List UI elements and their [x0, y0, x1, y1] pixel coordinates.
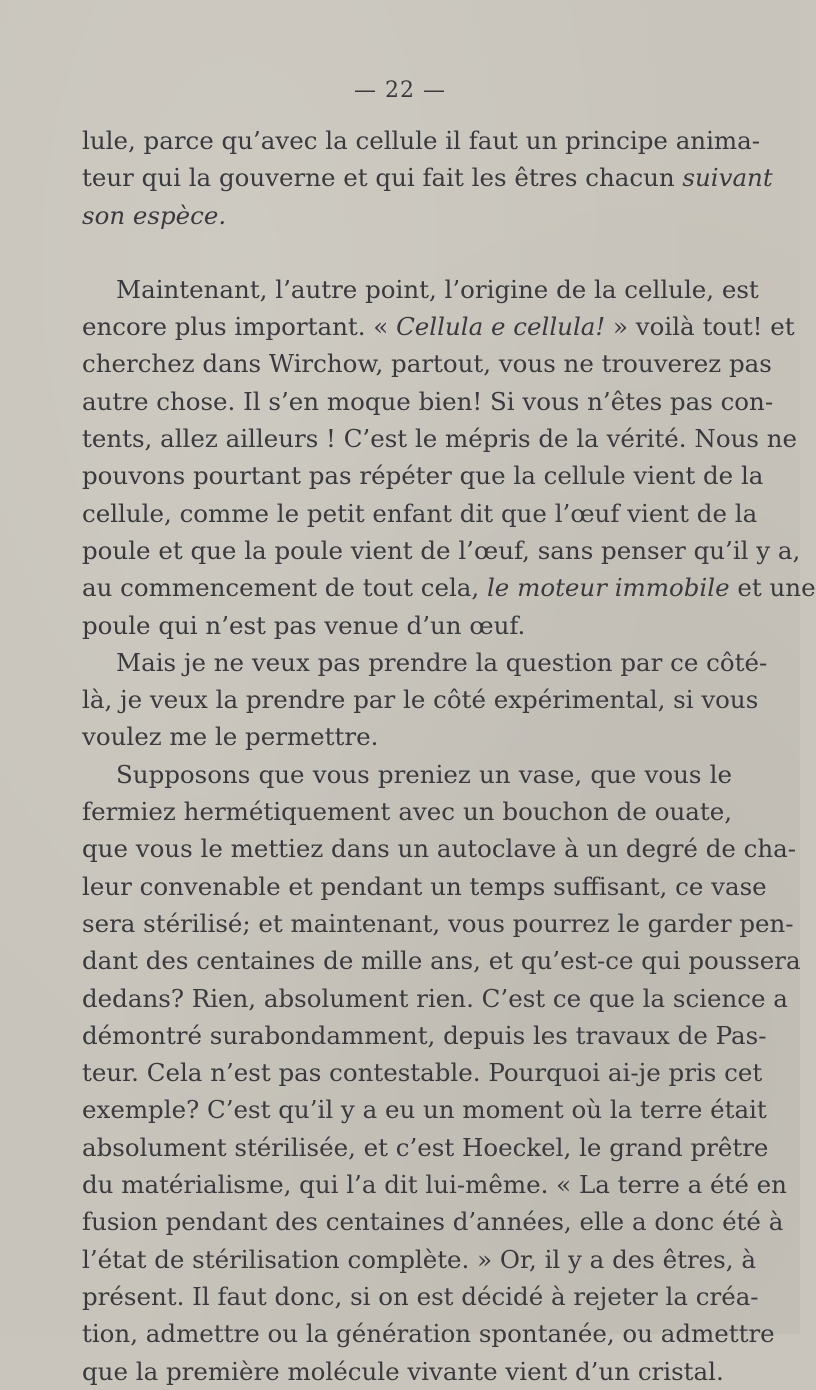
- text-run: tion, admettre ou la génération spontanée, ou admettre: [82, 1319, 775, 1349]
- text-run: exemple? C’est qu’il y a eu un moment où la terre était: [82, 1095, 767, 1125]
- text-line: [82, 420, 797, 457]
- text-line: [82, 1278, 759, 1315]
- text-run: que vous le mettiez dans un autoclave à un degré de cha-: [82, 834, 797, 864]
- page-number: — 22 —: [354, 78, 446, 103]
- text-line: [82, 308, 795, 345]
- text-run: fermiez hermétiquement avec un bouchon de ouate,: [82, 797, 732, 827]
- text-line: [82, 830, 797, 867]
- text-line: [82, 905, 794, 942]
- text-run: lule, parce qu’avec la cellule il faut un principe anima-: [82, 126, 761, 155]
- text-run: Mais je ne veux pas prendre la question par ce côté-: [116, 647, 768, 677]
- text-run: dant des centaines de mille ans, et qu’est-ce qui poussera: [82, 946, 801, 976]
- text-run: cellule, comme le petit enfant dit que l’œuf vient de la: [82, 498, 758, 528]
- text-run: » voilà tout! et: [605, 312, 795, 342]
- text-line: [82, 644, 768, 681]
- text-line: [82, 1166, 787, 1203]
- italic-text: Cellula e cellula!: [396, 312, 606, 342]
- paragraph: [82, 756, 801, 1390]
- text-line: [82, 942, 801, 979]
- text-line: [82, 756, 732, 793]
- text-line: [82, 793, 732, 830]
- text-line: [82, 383, 774, 420]
- text-line: [82, 1241, 756, 1278]
- text-run: sera stérilisé; et maintenant, vous pourrez le garder pen-: [82, 908, 794, 938]
- text-run: et une: [729, 573, 816, 603]
- text-run: pouvons pourtant pas répéter que la cellule vient de la: [82, 461, 764, 491]
- italic-text: suivant: [682, 163, 773, 193]
- text-run: absolument stérilisée, et c’est Hoeckel, le grand prêtre: [82, 1132, 769, 1162]
- text-run: démontré surabondamment, depuis les travaux de Pas-: [82, 1020, 767, 1050]
- text-line: [82, 197, 732, 234]
- text-line: [82, 345, 772, 382]
- text-run: présent. Il faut donc, si on est décidé à rejeter la créa-: [82, 1281, 759, 1311]
- text-line: [82, 607, 732, 644]
- text-run: fusion pendant des centaines d’années, elle a donc été à: [82, 1207, 784, 1237]
- paragraph: [82, 122, 773, 234]
- text-run: Maintenant, l’autre point, l’origine de la cellule, est: [116, 274, 759, 304]
- text-line: [82, 569, 816, 606]
- text-line: [82, 980, 788, 1017]
- text-run: cherchez dans Wirchow, partout, vous ne trouverez pas: [82, 349, 772, 379]
- text-run: au commencement de tout cela,: [82, 573, 487, 603]
- italic-text: le moteur immobile: [486, 573, 730, 603]
- text-run: leur convenable et pendant un temps suffisant, ce vase: [82, 871, 767, 901]
- text-run: du matérialisme, qui l’a dit lui-même. « La terre a été en: [82, 1170, 787, 1200]
- text-line: [82, 122, 761, 159]
- text-line: [82, 1129, 769, 1166]
- text-line: [82, 1315, 775, 1352]
- text-line: [82, 1091, 767, 1128]
- text-line: [82, 1203, 784, 1240]
- text-line: [82, 1353, 732, 1390]
- text-line: [82, 495, 758, 532]
- text-run: poule qui n’est pas venue d’un œuf.: [82, 610, 526, 640]
- text-line: [82, 718, 732, 755]
- body-text: [82, 122, 816, 1390]
- text-line: [82, 868, 767, 905]
- text-line: [82, 159, 773, 196]
- text-run: teur qui la gouverne et qui fait les êtres chacun: [82, 163, 683, 193]
- text-run: autre chose. Il s’en moque bien! Si vous n’êtes pas con-: [82, 386, 774, 416]
- text-run: que la première molécule vivante vient d’un cristal.: [82, 1356, 724, 1386]
- text-run: Supposons que vous preniez un vase, que vous le: [116, 759, 732, 789]
- text-run: l’état de stérilisation complète. » Or, il y a des êtres, à: [82, 1244, 756, 1274]
- text-run: là, je veux la prendre par le côté expérimental, si vous: [82, 685, 759, 715]
- text-run: encore plus important. «: [82, 312, 397, 342]
- italic-text: son espèce.: [82, 200, 227, 230]
- text-line: [82, 271, 759, 308]
- text-line: [82, 532, 801, 569]
- text-line: [82, 1054, 763, 1091]
- text-run: tents, allez ailleurs ! C’est le mépris de la vérité. Nous ne: [82, 424, 797, 454]
- text-line: [82, 681, 759, 718]
- text-line: [82, 457, 764, 494]
- paragraph: [82, 271, 816, 644]
- text-run: dedans? Rien, absolument rien. C’est ce que la science a: [82, 983, 788, 1013]
- text-run: teur. Cela n’est pas contestable. Pourquoi ai-je pris cet: [82, 1058, 763, 1088]
- text-run: poule et que la poule vient de l’œuf, sans penser qu’il y a,: [82, 535, 801, 565]
- text-line: [82, 1017, 767, 1054]
- paragraph: [82, 644, 768, 756]
- text-run: voulez me le permettre.: [82, 722, 379, 752]
- paragraph-spacer: [82, 234, 732, 271]
